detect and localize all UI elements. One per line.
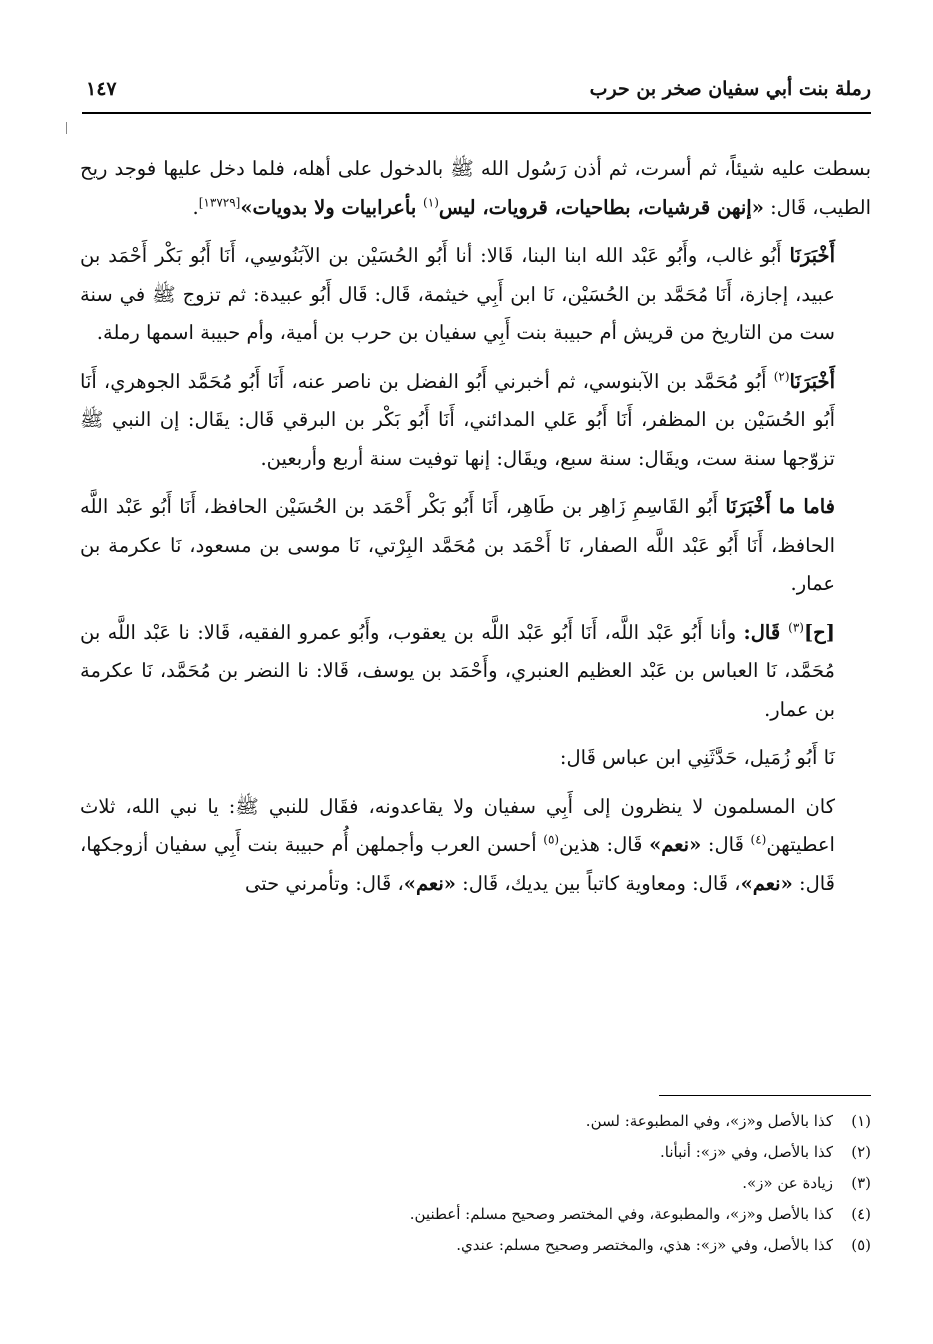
isnad-lead: فاما ما أَخْبَرَنَا <box>725 495 835 518</box>
paragraph-7 <box>80 788 871 904</box>
footnote-text: كذا بالأصل، وفي «ز»: أنبأنا. <box>659 1143 833 1161</box>
footnote <box>80 1230 871 1261</box>
quote-bold: «نعم» <box>649 833 702 856</box>
running-title: رملة بنت أبي سفيان صخر بن حرب <box>589 78 871 100</box>
text-run: بسطت عليه شيئاً، ثم أسرت، ثم أذن رَسُول الله ﷺ بالدخول على أهله، فلما دخل عليها فوجد ريح الطيب، قَال: <box>80 157 871 219</box>
isnad-lead: أَخْبَرَنَا <box>789 244 835 267</box>
text-run: قَال: <box>701 833 751 856</box>
quote-bold: «نعم» <box>403 871 456 895</box>
margin-mark <box>66 122 67 134</box>
footnote-number: (٢) <box>851 1143 871 1161</box>
footnote-number: (٣) <box>851 1174 871 1192</box>
paragraph-1 <box>80 150 871 227</box>
hadith-reference: [١٣٧٢٩] <box>198 195 241 209</box>
text-run: وأنا أَبُو عَبْد اللَّه، أَنَا أَبُو عَبْد اللَّه بن يعقوب، وأَبُو عمرو الفقيه، قَالا: نا عَبْد اللَّه بن مُحَمَّد، نَا العباس بن عَبْد العظيم العنبري، وأَحْمَد بن يوسف، قَالا: نا النضر بن مُحَمَّد، نَا عكرمة بن عمار. <box>80 620 835 721</box>
quote-bold: بأعرابيات ولا بدويات» <box>240 195 424 219</box>
paragraph-3 <box>80 363 871 479</box>
indent-block <box>80 363 871 479</box>
footnote-rule <box>659 1095 871 1096</box>
footnote-text: كذا بالأصل، وفي «ز»: هذي، والمختصر وصحيح مسلم: عندي. <box>456 1236 833 1254</box>
page-number: ١٤٧ <box>86 78 117 100</box>
footnote-marker: (٤) <box>750 832 767 847</box>
footnote-marker: (١) <box>423 195 439 209</box>
paragraph-4 <box>80 488 871 604</box>
quote-bold: «إنهن قرشيات، بطاحيات، قرويات، ليس <box>438 195 764 219</box>
footnote-marker: (٢) <box>773 369 790 383</box>
footnote <box>80 1137 871 1168</box>
quote-bold: «نعم» <box>740 871 793 895</box>
footnote-marker: (٥) <box>543 832 560 847</box>
indent-block <box>80 488 871 604</box>
footnote <box>80 1199 871 1230</box>
indent-block: نَا أَبُو زُمَيل، حَدَّثَنِي ابن عباس قَال: <box>559 746 835 769</box>
text-run: كان المسلمون لا ينظرون إلى أَبِي سفيان ولا يقاعدونه، فقَال للنبي ﷺ: يا نبي الله، ثلاث اعطيتهن <box>80 794 835 856</box>
header-rule <box>82 112 871 114</box>
paragraph-5 <box>80 614 871 730</box>
footnote-marker: (٣) <box>788 620 804 634</box>
isnad-lead: أَخْبَرَنَا <box>789 369 835 393</box>
footnote-text: كذا بالأصل و«ز»، والمطبوعة، وفي المختصر وصحيح مسلم: أعطنين. <box>409 1205 833 1223</box>
main-text <box>80 150 871 913</box>
footnote-text: كذا بالأصل و«ز»، وفي المطبوعة: لسن. <box>585 1112 833 1130</box>
text-run: أَبُو غالب، وأَبُو عَبْد الله ابنا البنا، قَالا: أنا أَبُو الحُسَيْن بن الآبَنُوسِي، أَنَا أَبُو بَكْر أَحْمَد بن عبيد، إجازة، أَنَا مُحَمَّد بن الحُسَيْن، نَا ابن أَبِي خيثمة، قَال: قَال أَبُو عبيدة: ثم تزوج ﷺ في سنة ست من التاريخ من قريش أم حبيبة بنت أَبِي سفيان بن حرب بن أمية، وأم حبيبة اسمها رملة. <box>80 244 835 344</box>
text-run: . <box>192 195 199 219</box>
indent-block <box>80 788 871 904</box>
text-run: ، قَال: ومعاوية كاتباً بين يديك، قَال: <box>455 871 741 895</box>
footnote <box>80 1106 871 1137</box>
footnotes <box>80 1106 871 1261</box>
footnote <box>80 1168 871 1199</box>
isnad-lead: [ح] <box>803 620 835 644</box>
paragraph-6 <box>80 739 871 778</box>
text-run: ، قَال: وتأمرني حتى <box>245 871 404 895</box>
indent-block <box>80 614 871 730</box>
text-run: أَبُو مُحَمَّد بن الآبنوسي، ثم أخبرني أَبُو الفضل بن ناصر عنه، أَنَا أَبُو مُحَمَّد الجوهري، أَنَا أَبُو الحُسَيْن بن المظفر، أَنَا أَبُو عَلي المدائني، أَنَا أَبُو بَكْر بن البرقي قَال: يقَال: إن النبي ﷺ تزوّجها سنة ست، ويقَال: سنة سبع، ويقَال: إنها توفيت سنة أربع وأربعين. <box>80 369 835 470</box>
indent-block <box>80 237 871 353</box>
text-run: قَال: هذين <box>559 833 650 856</box>
text-run: أَبُو القَاسِمِ زَاهِر بن طَاهِر، أَنَا أَبُو بَكْر أَحْمَد بن الحُسَيْن الحافظ، أَنَا أَبُو عَبْد اللَّه الحافظ، أَنَا أَبُو عَبْد اللَّه الصفار، نَا أَحْمَد بن مُحَمَّد البِرْتي، نَا موسى بن مسعود، نَا عكرمة بن عمار. <box>80 495 835 595</box>
text-run: أحسن العرب وأجملهن أُم حبيبة بنت أَبِي سفيان أزوجكها، قَال: <box>80 833 835 895</box>
footnote-number: (٥) <box>851 1236 871 1254</box>
paragraph-2 <box>80 237 871 353</box>
page-header <box>82 72 871 112</box>
footnote-number: (١) <box>851 1112 871 1130</box>
footnote-number: (٤) <box>851 1205 871 1223</box>
isnad-lead: قَال: <box>743 620 789 644</box>
footnote-text: زيادة عن «ز». <box>742 1174 833 1192</box>
